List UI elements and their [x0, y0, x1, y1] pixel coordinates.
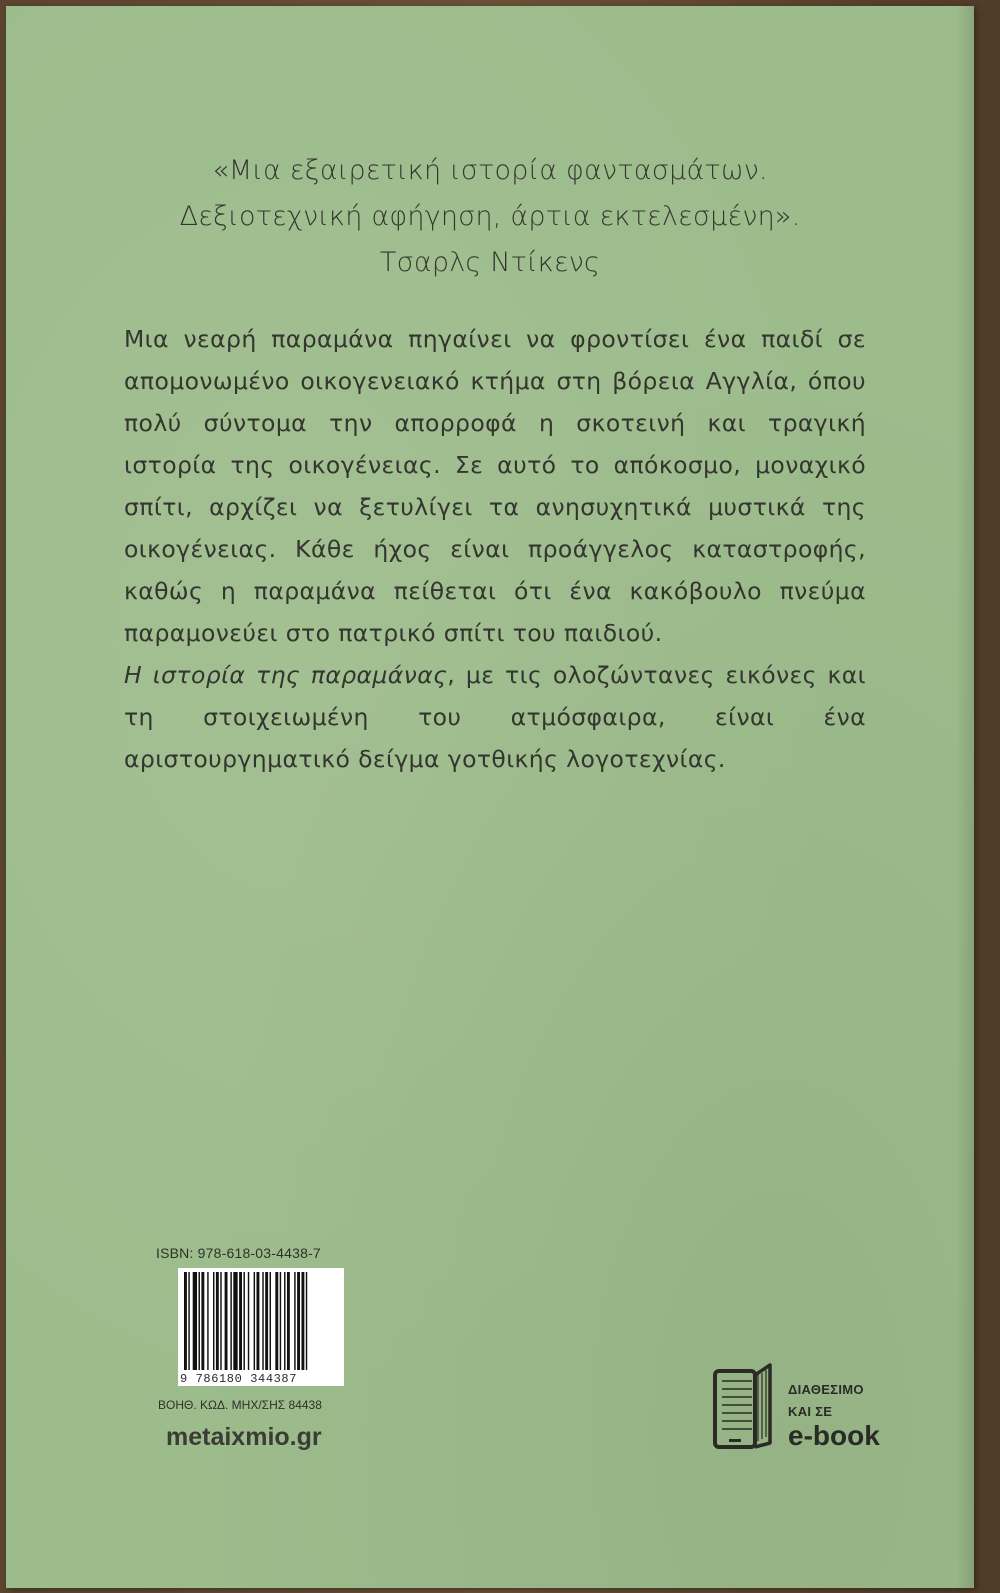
- ebook-line-1: ΔΙΑΘΕΣΙΜΟ: [788, 1382, 864, 1397]
- quote-line-1: «Μια εξαιρετική ιστορία φαντασμάτων.: [212, 155, 768, 186]
- barcode-bar: [280, 1272, 281, 1370]
- barcode-bar: [254, 1272, 255, 1370]
- book-blurb: [124, 318, 866, 780]
- barcode-bar: [193, 1272, 197, 1370]
- barcode-bar: [239, 1272, 242, 1370]
- barcode-bar: [213, 1272, 214, 1370]
- barcode-bar: [216, 1272, 219, 1370]
- barcode-bar: [220, 1272, 221, 1370]
- barcode-bar: [257, 1272, 260, 1370]
- blurb-paragraph-1: Μια νεαρή παραμάνα πηγαίνει να φροντίσει ένα παιδί σε απομονωμένο οικογενειακό κτήμα στη βόρεια Αγγλία, όπου πολύ σύντομα την απορροφά η σκοτεινή και τραγική ιστορία της οικογένειας. Σε αυτό το απόκοσμο, μοναχικό σπίτι, αρχίζει να ξετυλίγει τα ανησυχητικά μυστικά της οικογένειας. Κάθε ήχος είναι προάγγελος καταστροφής, καθώς η παραμάνα πείθεται ότι ένα κακόβουλο πνεύμα παραμονεύει στο πατρικό σπίτι του παιδιού.: [124, 325, 866, 647]
- ebook-reader-icon: [712, 1361, 774, 1453]
- barcode-bar: [294, 1272, 295, 1370]
- barcode-bar: [265, 1272, 268, 1370]
- barcode-bar: [230, 1272, 231, 1370]
- barcode-bar: [207, 1272, 208, 1370]
- help-code: ΒΟΗΘ. ΚΩΔ. ΜΗΧ/ΣΗΣ 84438: [158, 1398, 322, 1412]
- barcode-bar: [275, 1272, 278, 1370]
- back-cover: [6, 6, 974, 1588]
- barcode-bar: [248, 1272, 249, 1370]
- ebook-badge: [712, 1361, 902, 1461]
- barcode-bar: [287, 1272, 290, 1370]
- isbn-label: ISBN: 978-618-03-4438-7: [156, 1245, 321, 1261]
- barcode-bar: [225, 1272, 228, 1370]
- quote-line-2: Δεξιοτεχνική αφήγηση, άρτια εκτελεσμένη».: [179, 201, 801, 232]
- barcode-bar: [233, 1272, 237, 1370]
- barcode-bar: [306, 1272, 307, 1370]
- book-title-italic: Η ιστορία της παραμάνας: [124, 661, 448, 689]
- review-quote: [6, 148, 974, 286]
- barcode-bar: [301, 1272, 304, 1370]
- barcode-bar: [297, 1272, 300, 1370]
- ebook-text: [788, 1379, 880, 1450]
- blurb-paragraph-2-text: , με τις ολοζώντανες εικόνες και τη στοιχειωμένη του ατμόσφαιρα, είναι ένα αριστουργηματικό δείγμα γοτθικής λογοτεχνίας.: [124, 661, 866, 773]
- barcode-bar: [243, 1272, 244, 1370]
- barcode: [178, 1268, 344, 1374]
- barcode-bars: [178, 1268, 344, 1374]
- blurb-paragraph-2: [124, 654, 866, 780]
- barcode-bar: [199, 1272, 200, 1370]
- quote-author: Τσαρλς Ντίκενς: [379, 247, 601, 278]
- ebook-line-3: e-book: [788, 1420, 880, 1451]
- barcode-bar: [201, 1272, 204, 1370]
- ebook-line-2: ΚΑΙ ΣΕ: [788, 1404, 833, 1419]
- barcode-bar: [188, 1272, 189, 1370]
- barcode-bar: [262, 1272, 263, 1370]
- barcode-bar: [284, 1272, 285, 1370]
- barcode-bar: [270, 1272, 271, 1370]
- barcode-digits: 9 786180 344387: [178, 1372, 344, 1386]
- barcode-bar: [184, 1272, 187, 1370]
- publisher-website: metaixmio.gr: [166, 1423, 322, 1451]
